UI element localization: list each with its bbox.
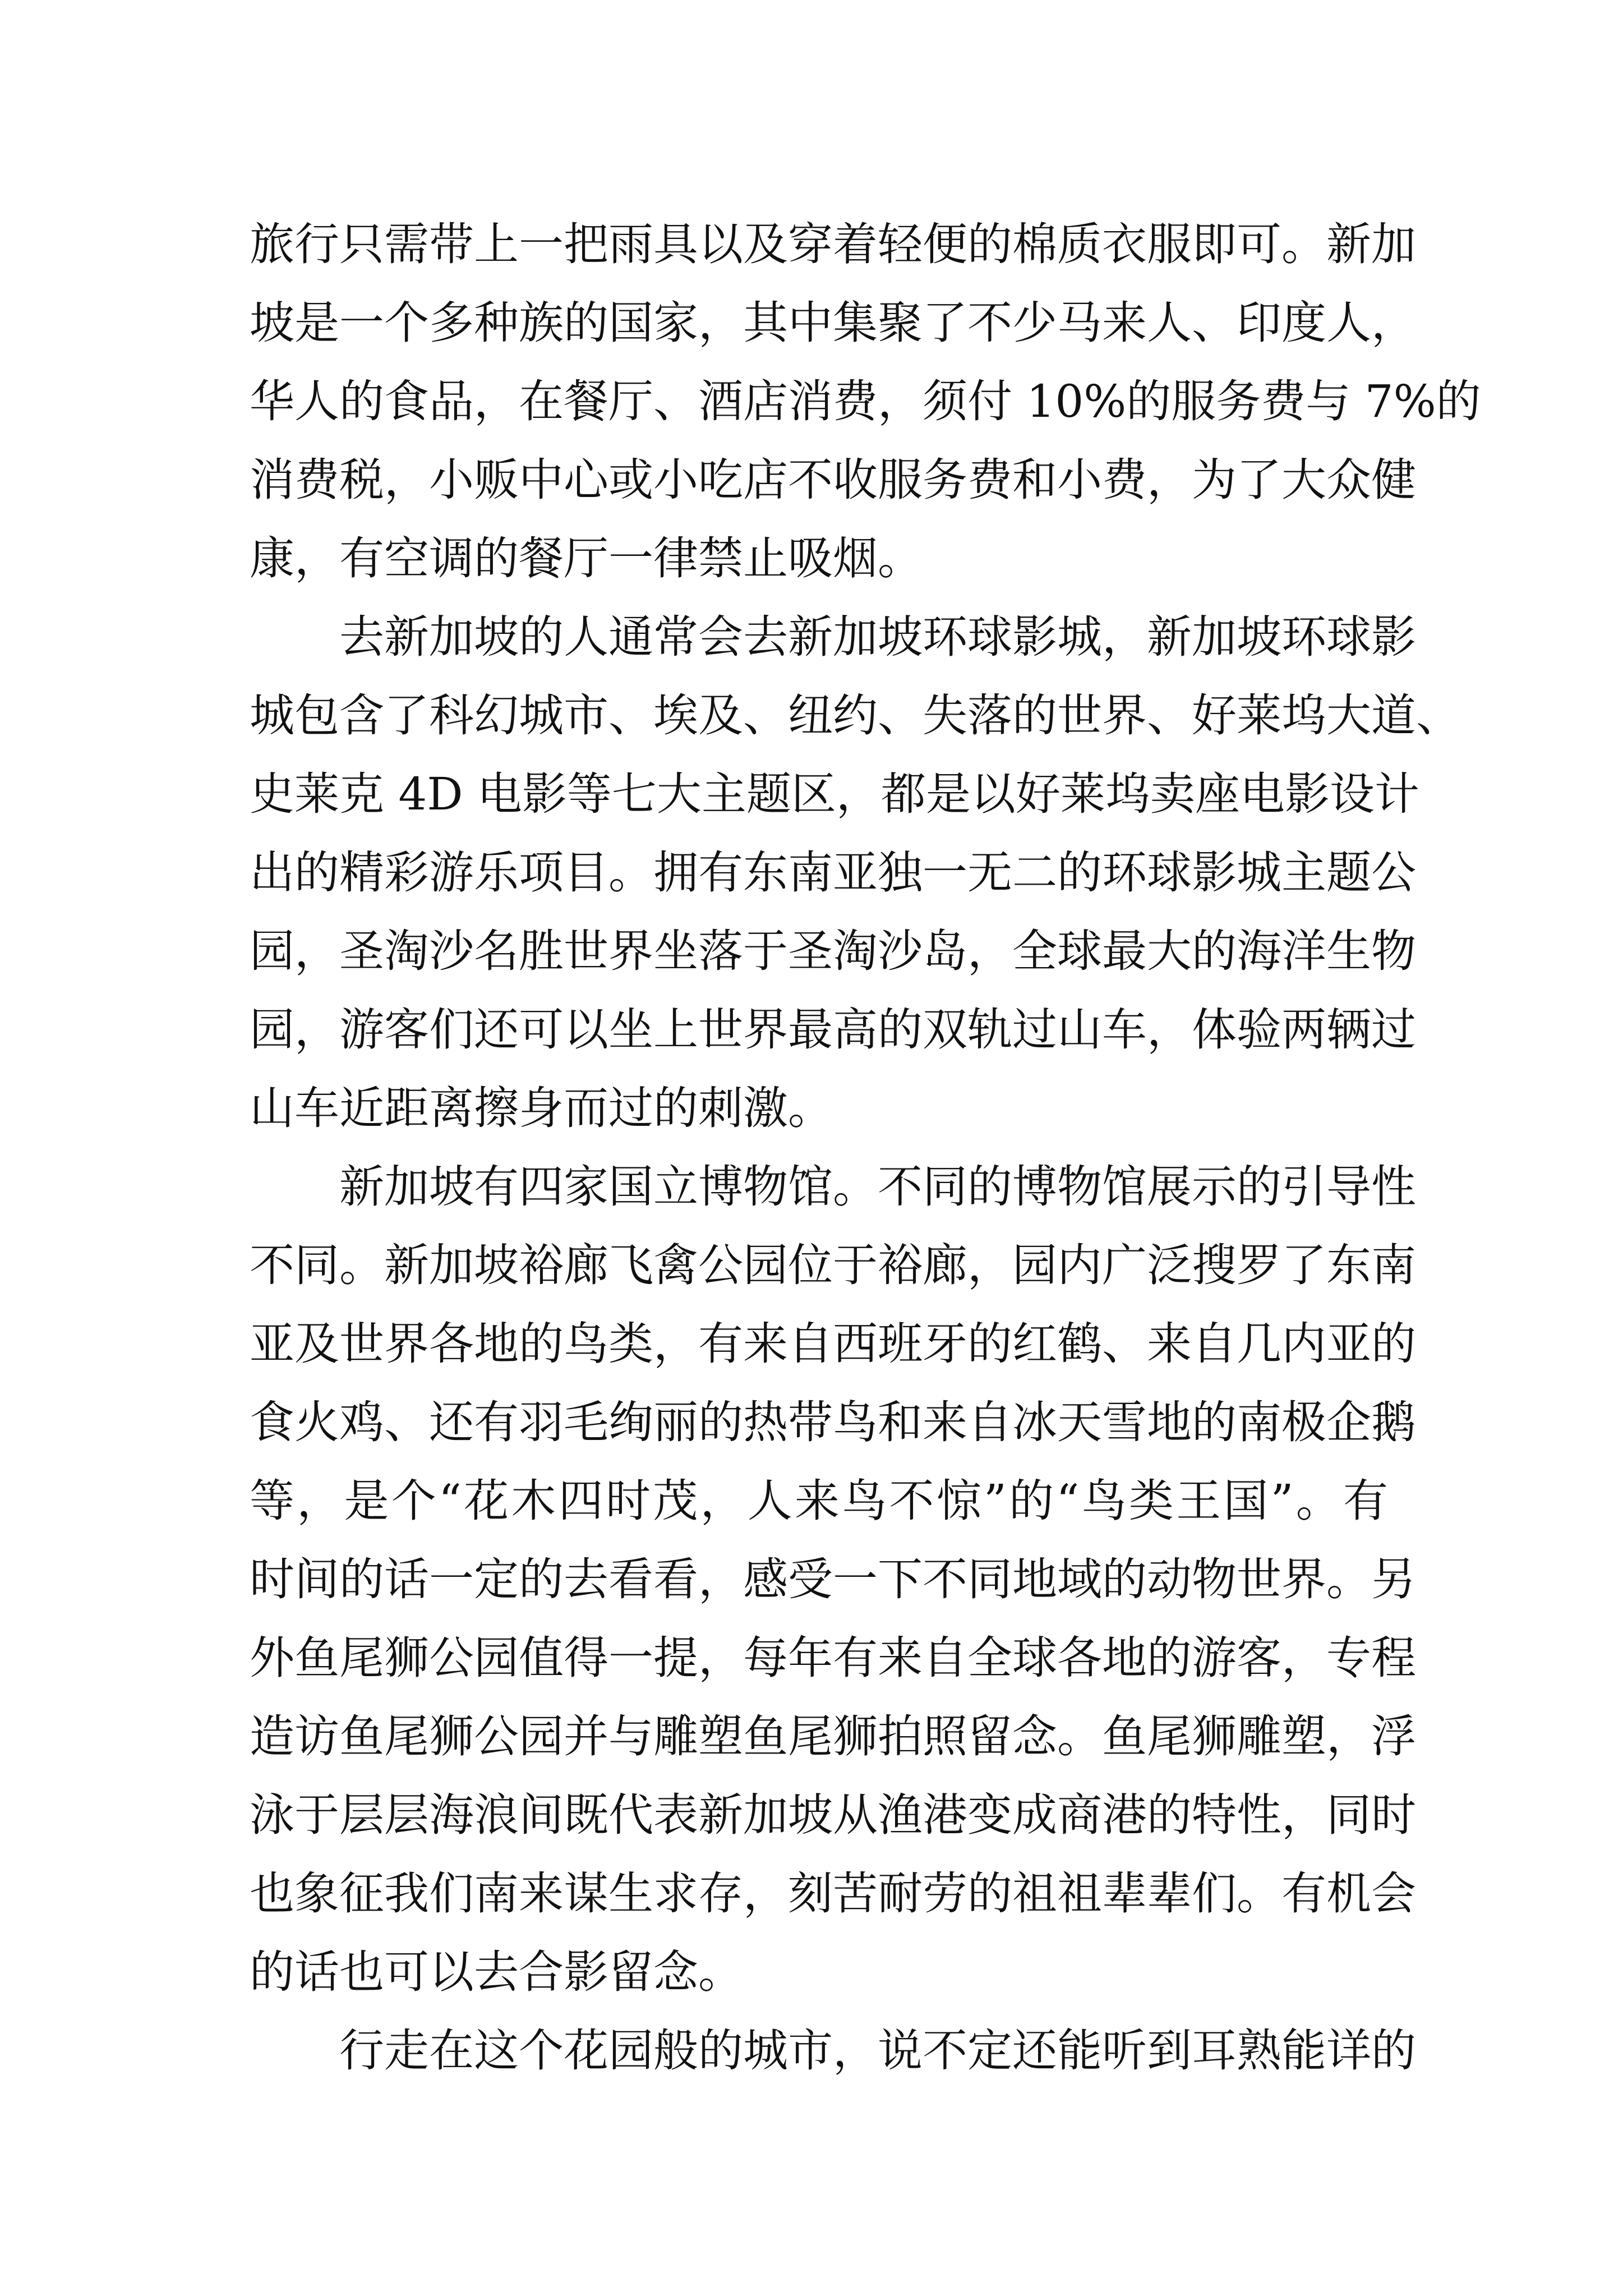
text-line: 出的精彩游乐项目。拥有东南亚独一无二的环球影城主题公	[250, 846, 1416, 899]
text-line: 食火鸡、还有羽毛绚丽的热带鸟和来自冰天雪地的南极企鹅	[250, 1396, 1416, 1448]
text-line: 坡是一个多种族的国家，其中集聚了不少马来人、印度人，	[250, 297, 1416, 349]
text-line: 史莱克 4D 电影等七大主题区，都是以好莱坞卖座电影设计	[250, 768, 1419, 820]
text-line: 不同。新加坡裕廊飞禽公园位于裕廊，园内广泛搜罗了东南	[250, 1239, 1416, 1291]
text-line: 等，是个“花木四时茂，人来鸟不惊”的“鸟类王国”。有	[250, 1475, 1388, 1527]
text-line: 消费税，小贩中心或小吃店不收服务费和小费，为了大众健	[250, 454, 1416, 506]
text-line: 外鱼尾狮公园值得一提，每年有来自全球各地的游客，专程	[250, 1632, 1416, 1684]
text-line: 的话也可以去合影留念。	[250, 1946, 743, 1998]
text-line: 园，圣淘沙名胜世界坐落于圣淘沙岛，全球最大的海洋生物	[250, 925, 1416, 977]
text-line: 时间的话一定的去看看，感受一下不同地域的动物世界。另	[250, 1553, 1416, 1605]
text-line: 造访鱼尾狮公园并与雕塑鱼尾狮拍照留念。鱼尾狮雕塑，浮	[250, 1710, 1416, 1763]
text-line: 山车近距离擦身而过的刺激。	[250, 1082, 833, 1134]
paragraph-first-line: 新加坡有四家国立博物馆。不同的博物馆展示的引导性	[339, 1161, 1416, 1213]
text-line: 也象征我们南来谋生求存，刻苦耐劳的祖祖辈辈们。有机会	[250, 1867, 1416, 1920]
text-line: 康，有空调的餐厅一律禁止吸烟。	[250, 532, 923, 585]
text-line: 亚及世界各地的鸟类，有来自西班牙的红鹤、来自几内亚的	[250, 1318, 1416, 1370]
paragraph-first-line: 去新加坡的人通常会去新加坡环球影城，新加坡环球影	[339, 611, 1416, 663]
text-line: 园，游客们还可以坐上世界最高的双轨过山车，体验两辆过	[250, 1004, 1416, 1056]
text-line: 旅行只需带上一把雨具以及穿着轻便的棉质衣服即可。新加	[250, 218, 1416, 270]
text-line: 华人的食品，在餐厅、酒店消费，须付 10%的服务费与 7%的	[250, 375, 1481, 427]
text-line: 城包含了科幻城市、埃及、纽约、失落的世界、好莱坞大道、	[250, 689, 1461, 742]
text-line: 泳于层层海浪间既代表新加坡从渔港变成商港的特性，同时	[250, 1789, 1416, 1841]
paragraph-first-line: 行走在这个花园般的城市，说不定还能听到耳熟能详的	[339, 2024, 1416, 2077]
